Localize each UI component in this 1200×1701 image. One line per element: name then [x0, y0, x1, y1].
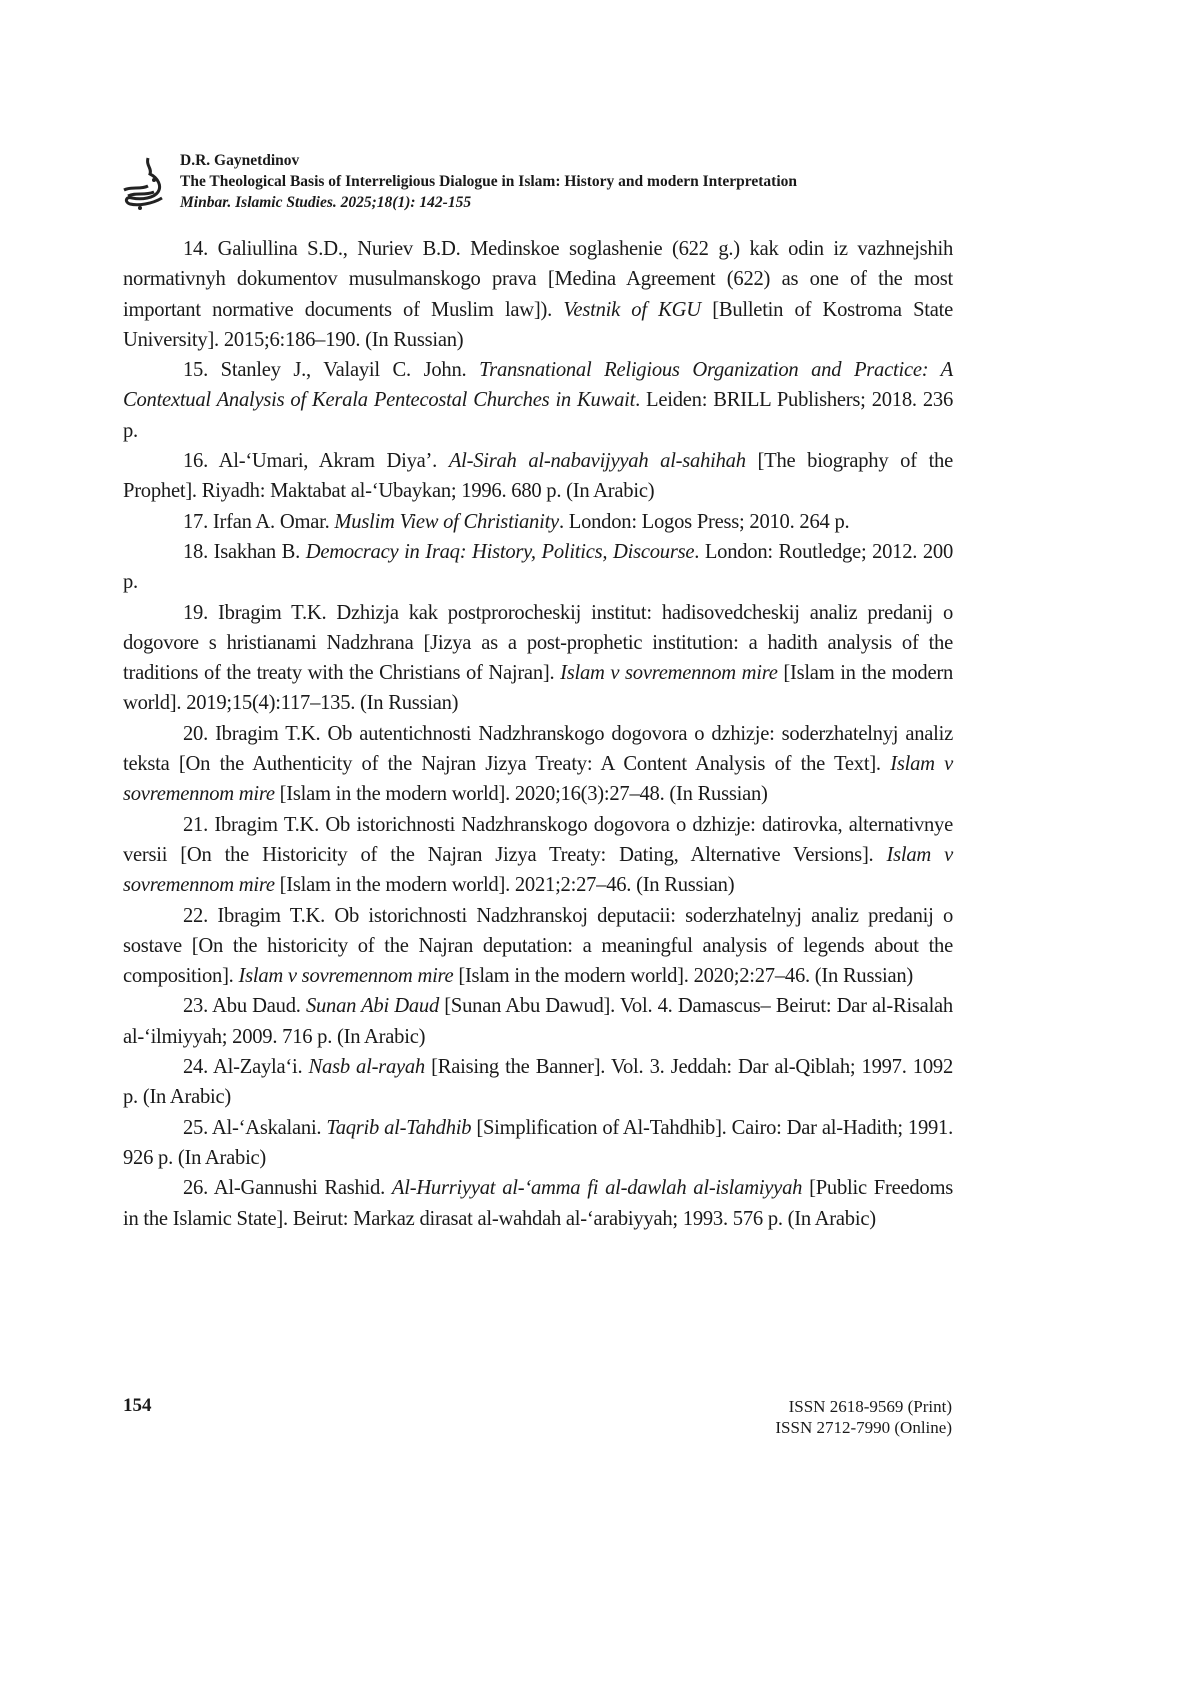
reference-text: [Bulletin of Kostroma State University]. 2015;6:186–190. (In Russian) — [123, 299, 953, 351]
reference-text: [The biography of the Prophet]. Riyadh: Maktabat al-‘Ubaykan; 1996. 680 p. (In Arabic) — [123, 450, 953, 502]
journal-citation: 2025;18(1): 142-155 — [337, 194, 471, 211]
reference-list — [123, 234, 953, 1234]
reference-item — [123, 1113, 953, 1174]
reference-text: 22. Ibragim T.K. Ob istorichnosti Nadzhranskoj deputacii: soderzhatelnyj analiz predanij o sostave [On the historicity of the Najran deputation: a meaningful analysis of legends about the composition]. — [123, 905, 953, 988]
reference-item — [123, 1052, 953, 1113]
reference-text: [Simplification of Al-Tahdhib]. Cairo: Dar al-Hadith; 1991. 926 p. (In Arabic) — [123, 1117, 953, 1169]
issn-online: ISSN 2712-7990 (Online) — [775, 1417, 952, 1438]
reference-text: 15. Stanley J., Valayil C. John. — [183, 359, 479, 381]
reference-title: Transnational Religious Organization and Practice: A Contextual Analysis of Kerala Pentecostal Churches in Kuwait — [123, 359, 953, 411]
reference-text: [Sunan Abu Dawud]. Vol. 4. Damascus– Beirut: Dar al-Risalah al-‘ilmiyyah; 2009. 716 p. (In Arabic) — [123, 995, 953, 1047]
reference-title: Islam v sovremennom mire — [238, 965, 453, 987]
reference-title: Al-Hurriyyat al-‘amma fi al-dawlah al-islamiyyah — [392, 1177, 802, 1199]
reference-item — [123, 507, 953, 537]
reference-item — [123, 810, 953, 901]
reference-text: 23. Abu Daud. — [183, 995, 306, 1017]
reference-text: 17. Irfan A. Omar. — [183, 511, 334, 533]
reference-title: Islam v sovremennom mire — [123, 753, 953, 805]
issn-print: ISSN 2618-9569 (Print) — [775, 1396, 952, 1417]
page-number: 154 — [123, 1395, 152, 1417]
reference-text: 26. Al-Gannushi Rashid. — [183, 1177, 392, 1199]
reference-title: Vestnik of KGU — [563, 299, 701, 321]
reference-text: [Islam in the modern world]. 2019;15(4):117–135. (In Russian) — [123, 662, 953, 714]
reference-title: Muslim View of Christianity — [334, 511, 559, 533]
reference-title: Islam v sovremennom mire — [560, 662, 777, 684]
reference-item — [123, 446, 953, 507]
reference-text: 25. Al-‘Askalani. — [183, 1117, 326, 1139]
journal-logo-icon — [118, 156, 170, 212]
reference-text: [Islam in the modern world]. 2020;16(3):27–48. (In Russian) — [275, 783, 768, 805]
reference-text: 24. Al-Zayla‘i. — [183, 1056, 309, 1078]
reference-item — [123, 991, 953, 1052]
reference-item — [123, 234, 953, 355]
reference-title: Sunan Abi Daud — [306, 995, 439, 1017]
running-header — [118, 150, 978, 230]
reference-text: . London: Routledge; 2012. 200 p. — [123, 541, 953, 593]
journal-name: Minbar. Islamic Studies. — [180, 194, 337, 211]
reference-item — [123, 537, 953, 598]
reference-text: . London: Logos Press; 2010. 264 p. — [559, 511, 849, 533]
reference-item — [123, 1173, 953, 1234]
reference-item — [123, 355, 953, 446]
reference-text: 14. Galiullina S.D., Nuriev B.D. Medinskoe soglashenie (622 g.) kak odin iz vazhnejshih normativnyh dokumentov musulmanskogo prava [Medina Agreement (622) as one of the most important normative documents of Muslim law]). — [123, 238, 953, 321]
reference-item — [123, 719, 953, 810]
reference-text: 16. Al-‘Umari, Akram Diya’. — [183, 450, 449, 472]
reference-text: [Public Freedoms in the Islamic State]. Beirut: Markaz dirasat al-wahdah al-‘arabiyyah; 1993. 576 p. (In Arabic) — [123, 1177, 953, 1229]
issn-block — [775, 1396, 952, 1438]
author-name: D.R. Gaynetdinov — [180, 150, 797, 171]
reference-text: [Raising the Banner]. Vol. 3. Jeddah: Dar al-Qiblah; 1997. 1092 p. (In Arabic) — [123, 1056, 953, 1108]
article-title: The Theological Basis of Interreligious Dialogue in Islam: History and modern Interpretation — [180, 171, 797, 192]
reference-text: 21. Ibragim T.K. Ob istorichnosti Nadzhranskogo dogovora o dzhizje: datirovka, alternativnye versii [On the Historicity of the Najran Jizya Treaty: Dating, Alternative Versions]. — [123, 814, 953, 866]
reference-text: 19. Ibragim T.K. Dzhizja kak postprorocheskij institut: hadisovedcheskij analiz predanij o dogovore s hristianami Nadzhrana [Jizya as a post-prophetic institution: a hadith analysis of the traditions of the treaty with the Christians of Najran]. — [123, 602, 953, 685]
reference-title: Nasb al-rayah — [309, 1056, 425, 1078]
reference-text: [Islam in the modern world]. 2021;2:27–46. (In Russian) — [275, 874, 735, 896]
reference-item — [123, 598, 953, 719]
reference-text: 18. Isakhan B. — [183, 541, 306, 563]
reference-text: [Islam in the modern world]. 2020;2:27–46. (In Russian) — [453, 965, 913, 987]
reference-item — [123, 901, 953, 992]
reference-title: Taqrib al-Tahdhib — [326, 1117, 471, 1139]
reference-text: . Leiden: BRILL Publishers; 2018. 236 p. — [123, 389, 953, 441]
reference-text: 20. Ibragim T.K. Ob autentichnosti Nadzhranskogo dogovora o dzhizje: soderzhatelnyj analiz teksta [On the Authenticity of the Najran Jizya Treaty: A Content Analysis of the Text]. — [123, 723, 953, 775]
reference-title: Al-Sirah al-nabavijyyah al-sahihah — [449, 450, 746, 472]
reference-title: Islam v sovremennom mire — [123, 844, 953, 896]
reference-title: Democracy in Iraq: History, Politics, Discourse — [306, 541, 695, 563]
